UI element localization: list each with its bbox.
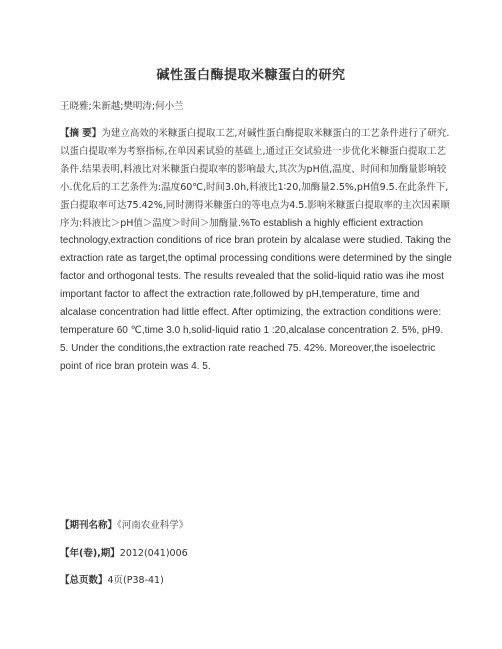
issue-row (60, 545, 188, 559)
pages-value: 4页(P38-41) (107, 575, 164, 586)
abstract-chinese: 为建立高效的米糠蛋白提取工艺,对碱性蛋白酶提取米糠蛋白的工艺条件进行了研究.以蛋白提取率为考察指标,在单因素试验的基础上,通过正交试验进一步优化米糠蛋白提取工艺条件.结果表明,料液比对米糠蛋白提取率的影响最大,其次为pH值,温度、时间和加酶量影响较小.优化后的工艺条件为:温度60℃,时间3.0h,料液比1∶20,加酶量2.5%,pH值9.5.在此条件下,蛋白提取率可达75.42%,同时测得米糠蛋白的等电点为4.5.影响米糠蛋白提取率的主次因素顺序为:料液比＞pH值＞温度＞时间＞加酶量. (60, 128, 450, 229)
issue-value: 2012(041)006 (119, 548, 188, 559)
journal-name-label: 【期刊名称】 (60, 520, 118, 531)
issue-label: 【年(卷),期】 (60, 548, 120, 559)
journal-name-value: 《河南农业科学》 (117, 520, 189, 531)
paper-authors: 王晓雅;朱新越;樊明涛;何小兰 (60, 101, 184, 112)
pages-row (60, 572, 164, 586)
journal-name-row (60, 517, 188, 531)
abstract-english: %To establish a highly efficient extraction technology,extraction conditions of rice bran protein by alcalase were studied. Taking the extraction rate as target,the optimal processing conditions were determined by the single factor and orthogonal tests. The results revealed that the solid-liquid ratio was ihe most important factor to affect the extraction rate,followed by pH,temperature, time and alcalase concentration had little effect. After optimizing, the extraction conditions were: temperature 60 ℃,time 3.0 h,solid-liquid ratio 1 :20,alcalase concentration 2. 5%, pH9. 5. Under the conditions,the extraction rate reached 75. 42%. Moreover,the isoelectric point of rice bran protein was 4. 5. (60, 217, 452, 372)
paper-title: 碱性蛋白酶提取米糠蛋白的研究 (156, 68, 346, 83)
abstract-label: 【摘 要】 (60, 128, 102, 139)
pages-label: 【总页数】 (60, 575, 108, 586)
abstract-block (60, 125, 452, 376)
